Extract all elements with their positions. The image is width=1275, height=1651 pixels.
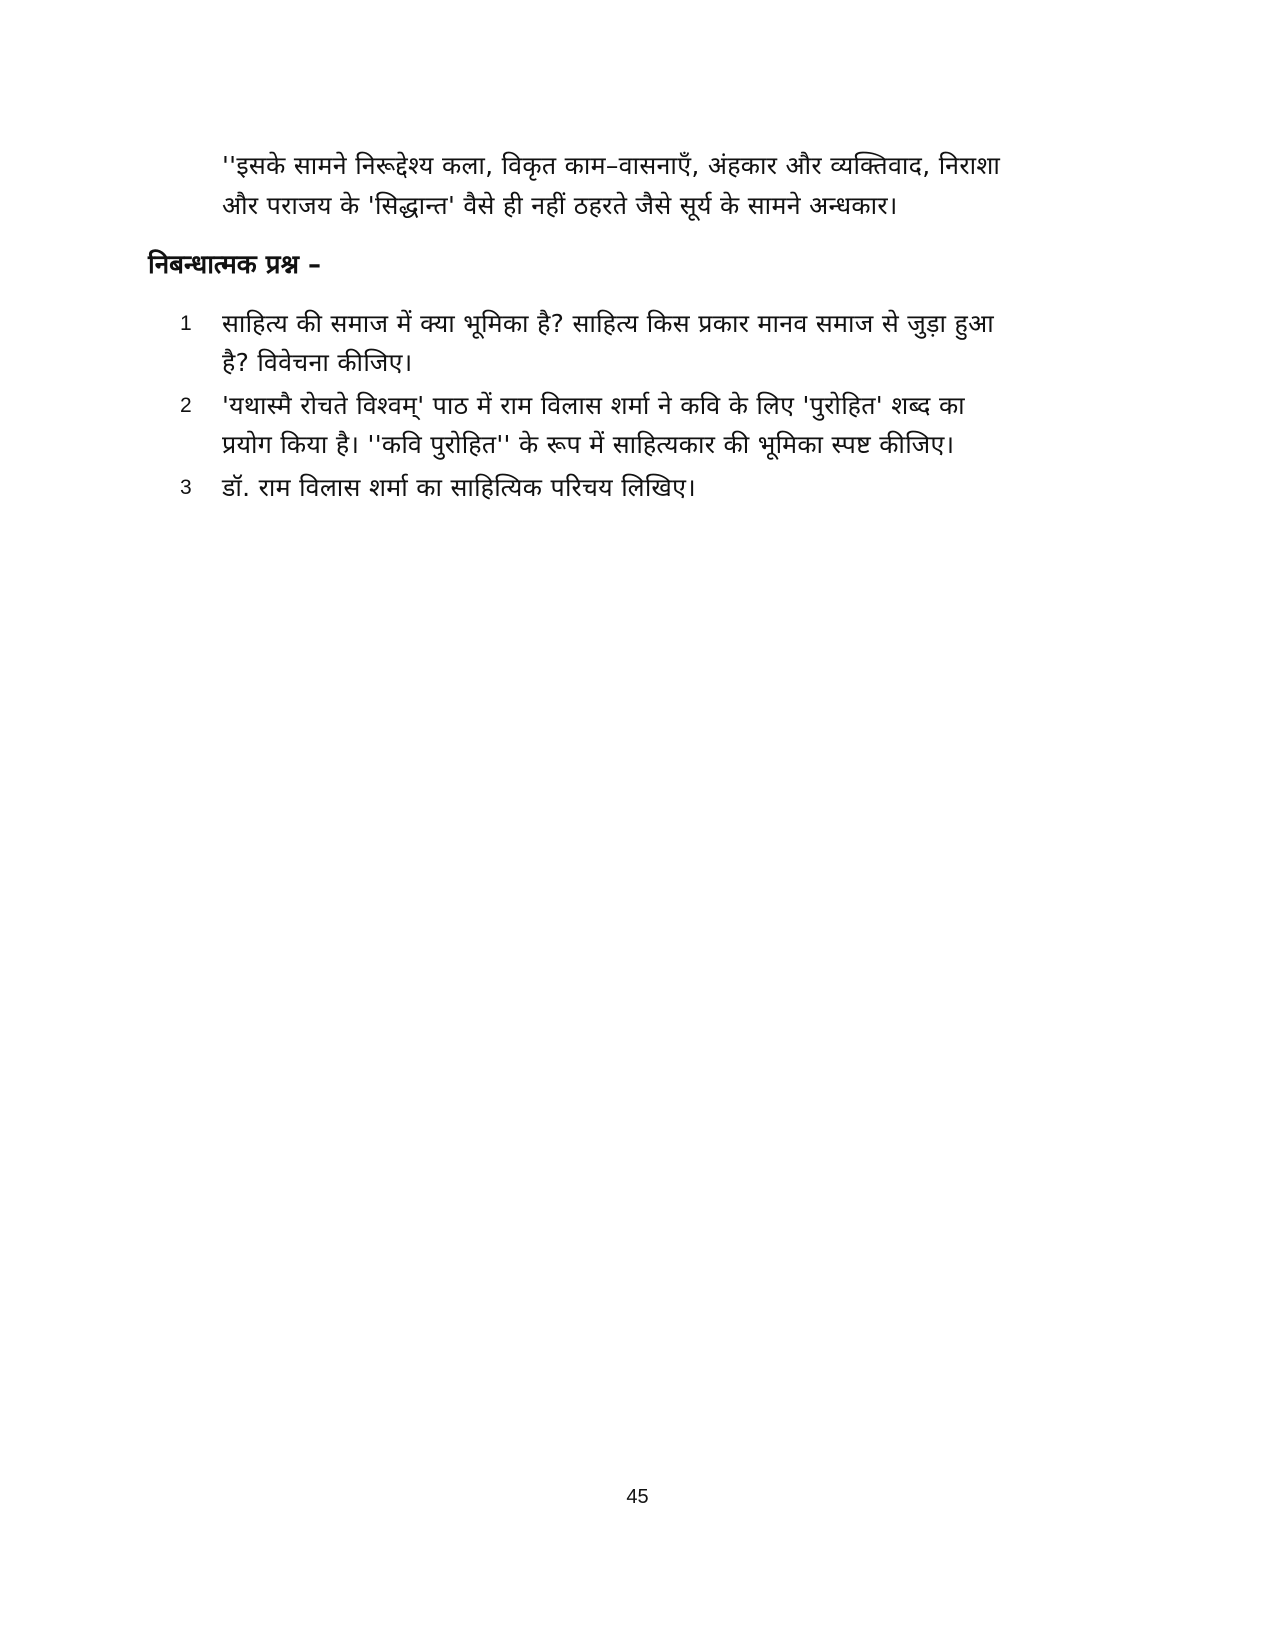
question-list (180, 304, 1100, 512)
question-line: है? विवेचना कीजिए। (222, 348, 413, 377)
question-line: डॉ. राम विलास शर्मा का साहित्यिक परिचय लिखिए। (222, 473, 697, 502)
question-number: 1 (180, 312, 192, 335)
quote-paragraph (222, 146, 1102, 226)
question-item (180, 468, 1100, 508)
question-text (222, 386, 1100, 464)
question-line: प्रयोग किया है। ''कवि पुरोहित'' के रूप में साहित्यकार की भूमिका स्पष्ट कीजिए। (222, 430, 955, 459)
question-text (222, 304, 1100, 382)
question-item (180, 386, 1100, 464)
question-number: 2 (180, 394, 192, 417)
question-line: साहित्य की समाज में क्या भूमिका है? साहित्य किस प्रकार मानव समाज से जुड़ा हुआ (222, 309, 994, 338)
question-text (222, 468, 1100, 507)
question-line: 'यथास्मै रोचते विश्वम्' पाठ में राम विलास शर्मा ने कवि के लिए 'पुरोहित' शब्द का (222, 391, 965, 420)
page-number: 45 (626, 1486, 649, 1508)
quote-line: ''इसके सामने निरूद्देश्य कला, विकृत काम–वासनाएँ, अंहकार और व्यक्तिवाद, निराशा (222, 151, 1001, 180)
quote-line: और पराजय के 'सिद्धान्त' वैसे ही नहीं ठहरते जैसे सूर्य के सामने अन्धकार। (222, 191, 898, 220)
section-heading: निबन्धात्मक प्रश्न – (148, 250, 322, 280)
question-item (180, 304, 1100, 382)
question-number: 3 (180, 476, 192, 499)
